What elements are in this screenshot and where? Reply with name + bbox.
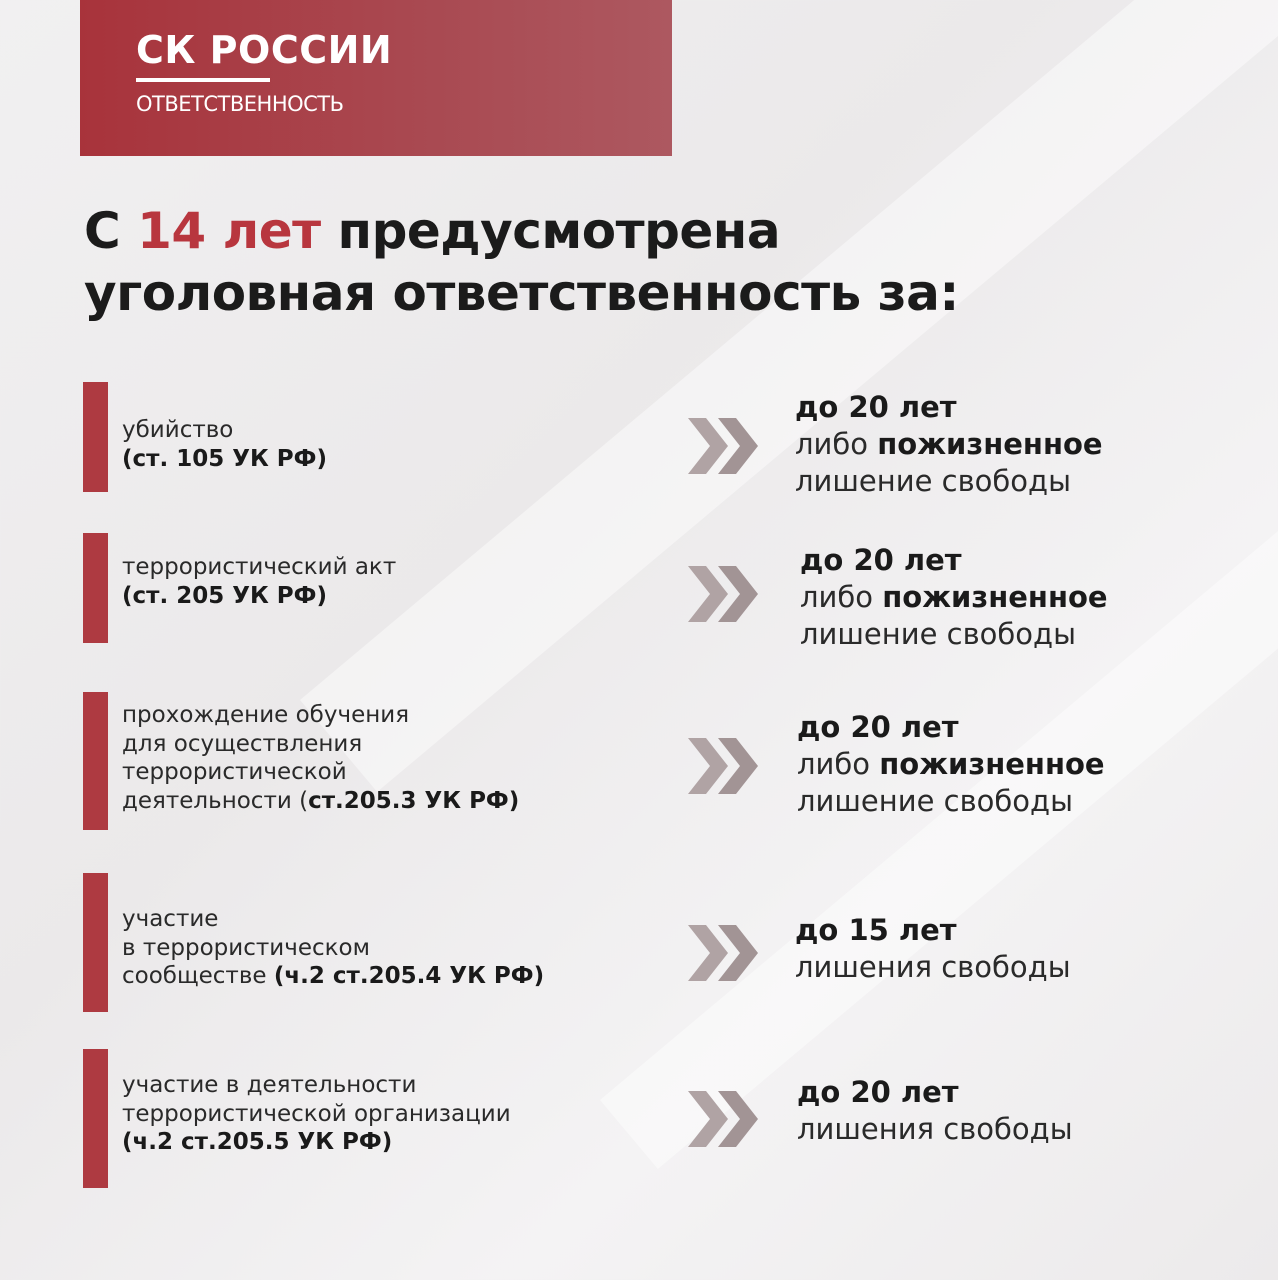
- text-line: [122, 553, 396, 582]
- text-line: [795, 426, 1103, 463]
- text: лишения свободы: [795, 950, 1071, 984]
- text: лишение свободы: [795, 464, 1071, 498]
- text-line: [122, 730, 519, 759]
- text-line: [795, 389, 1103, 426]
- text-line: [122, 445, 327, 474]
- chevron-shape: [688, 925, 728, 981]
- offense-description: [122, 905, 544, 991]
- text: лишение свободы: [800, 617, 1076, 651]
- bold-text: до 15 лет: [795, 913, 957, 947]
- text-line: [122, 905, 544, 934]
- page-title: [84, 200, 959, 324]
- bold-text: пожизненное: [879, 747, 1105, 781]
- double-chevron-right-icon: [688, 925, 758, 981]
- header-banner: [80, 0, 672, 156]
- text: лишение свободы: [797, 784, 1073, 818]
- chevron-shape: [688, 738, 728, 794]
- title-prefix: С: [84, 202, 138, 260]
- bold-text: ст.205.3 УК РФ): [308, 787, 520, 814]
- bold-text: до 20 лет: [797, 710, 959, 744]
- penalty-description: [800, 542, 1108, 653]
- double-chevron-right-icon: [688, 738, 758, 794]
- penalty-description: [797, 1074, 1073, 1148]
- text-line: [122, 934, 544, 963]
- text: террористический акт: [122, 554, 397, 580]
- accent-bar: [83, 1049, 108, 1188]
- offense-description: [122, 701, 519, 815]
- offense-description: [122, 1071, 511, 1157]
- text-line: [122, 787, 519, 816]
- text: участие в деятельности: [122, 1072, 417, 1098]
- text-line: [795, 463, 1103, 500]
- divider: [136, 78, 270, 82]
- text-line: [800, 616, 1108, 653]
- title-rest: предусмотрена: [320, 202, 781, 260]
- text-line: [797, 709, 1105, 746]
- bold-text: (ч.2 ст.205.4 УК РФ): [273, 963, 545, 989]
- brand-subtitle: ОТВЕТСТВЕННОСТЬ: [136, 92, 344, 116]
- text-line: [797, 1074, 1073, 1111]
- text-line: [122, 758, 519, 787]
- accent-bar: [83, 692, 108, 830]
- bold-text: пожизненное: [882, 580, 1108, 614]
- text: деятельности (: [122, 787, 309, 814]
- text-line: [122, 1100, 511, 1129]
- text-line: [122, 962, 544, 991]
- text-line: [800, 542, 1108, 579]
- bold-text: пожизненное: [877, 427, 1103, 461]
- accent-bar: [83, 873, 108, 1012]
- chevron-shape: [688, 566, 728, 622]
- chevron-shape: [688, 418, 728, 474]
- text-line: [797, 1111, 1073, 1148]
- offense-description: [122, 553, 396, 610]
- penalty-description: [797, 709, 1105, 820]
- text: прохождение обучения: [122, 702, 410, 728]
- text: участие: [122, 906, 219, 932]
- double-chevron-right-icon: [688, 1091, 758, 1147]
- text-line: [122, 582, 396, 611]
- text-line: [795, 949, 1071, 986]
- text: либо: [800, 580, 883, 614]
- brand-name: СК РОССИИ: [136, 28, 393, 72]
- double-chevron-right-icon: [688, 566, 758, 622]
- text: либо: [795, 427, 878, 461]
- text: сообществе: [122, 963, 274, 989]
- text: либо: [797, 747, 880, 781]
- penalty-description: [795, 389, 1103, 500]
- bold-text: до 20 лет: [797, 1075, 959, 1109]
- bold-text: до 20 лет: [795, 390, 957, 424]
- chevron-shape: [688, 1091, 728, 1147]
- background-stripe: [600, 200, 1278, 1169]
- text-line: [795, 912, 1071, 949]
- accent-bar: [83, 533, 108, 643]
- bold-text: (ч.2 ст.205.5 УК РФ): [122, 1129, 393, 1155]
- text-line: [797, 746, 1105, 783]
- text: террористической: [122, 759, 347, 785]
- bold-text: (ст. 205 УК РФ): [122, 582, 327, 609]
- text: террористической организации: [122, 1100, 511, 1127]
- text-line: [122, 1128, 511, 1157]
- title-accent: 14 лет: [137, 202, 321, 260]
- double-chevron-right-icon: [688, 418, 758, 474]
- text-line: [122, 1071, 511, 1100]
- text-line: [800, 579, 1108, 616]
- bold-text: (ст. 105 УК РФ): [122, 445, 327, 472]
- text-line: [797, 783, 1105, 820]
- penalty-description: [795, 912, 1071, 986]
- text: лишения свободы: [797, 1112, 1073, 1146]
- title-line2: уголовная ответственность за:: [84, 264, 959, 322]
- text-line: [122, 701, 519, 730]
- text-line: [122, 416, 327, 445]
- text: в террористическом: [122, 934, 370, 961]
- bold-text: до 20 лет: [800, 543, 962, 577]
- offense-description: [122, 416, 327, 473]
- accent-bar: [83, 382, 108, 492]
- text: для осуществления: [122, 730, 363, 757]
- text: убийство: [122, 417, 234, 443]
